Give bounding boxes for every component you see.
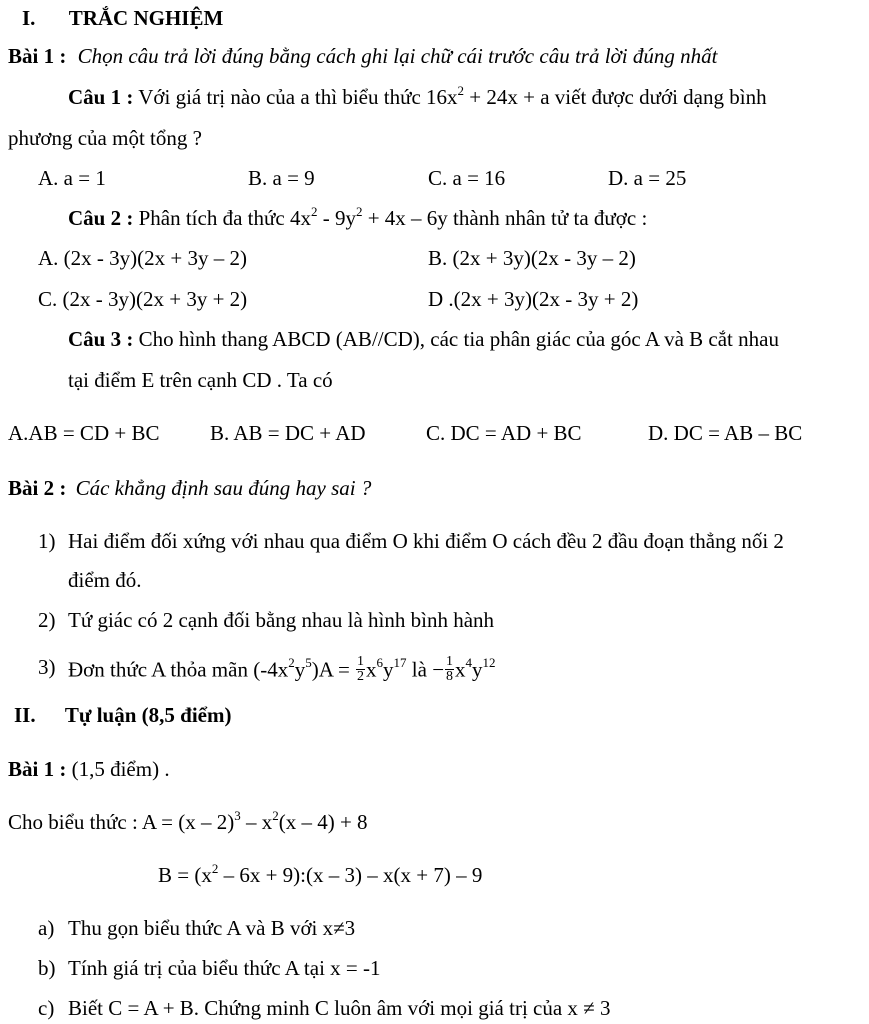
bai2-item-1-number: 1) xyxy=(38,529,56,553)
part-c-number: c) xyxy=(38,996,55,1020)
cau2-option-b: B. (2x + 3y)(2x - 3y – 2) xyxy=(428,246,636,270)
cau2-option-a: A. (2x - 3y)(2x + 3y – 2) xyxy=(38,246,247,270)
part-b-text: Tính giá trị của biểu thức A tại x = -1 xyxy=(68,956,381,980)
section-number: I. xyxy=(22,6,36,30)
tuluan-bai1-label: Bài 1 : xyxy=(8,757,67,781)
section-heading-1 xyxy=(22,8,223,29)
cau2-text: Phân tích đa thức $4x^2 - 9y^2 + 4x - 6y$ thành nhân tử ta được : xyxy=(138,204,648,230)
tuluan-bai1-points: (1,5 điểm) . xyxy=(71,757,170,781)
expression-b: $B = (x^2 - 6x$ + 9):(x – 3) – x(x + 7) – 9 xyxy=(158,861,483,887)
cau2-option-c: C. (2x - 3y)(2x + 3y + 2) xyxy=(38,287,248,311)
bai1-heading xyxy=(8,46,717,67)
cau2-question xyxy=(68,204,648,230)
part-a-text: Thu gọn biểu thức A và B với x≠3 xyxy=(68,916,356,940)
cau1-option-d: D. a = 25 xyxy=(608,166,687,190)
bai2-label: Bài 2 : xyxy=(8,476,67,500)
part-a-number: a) xyxy=(38,916,55,940)
section-title: Tự luận (8,5 điểm) xyxy=(64,703,232,727)
cau2-label: Câu 2 : xyxy=(68,206,134,230)
cau3-question xyxy=(68,329,779,350)
cau3-text: Cho hình thang ABCD (AB//CD), các tia phân giác của góc A và B cắt nhau xyxy=(138,327,779,351)
cau3-option-d: D. DC = AB – BC xyxy=(648,421,803,445)
cau1-question xyxy=(68,83,767,109)
expression-a: Cho biểu thức : $A = (x - 2)^3 - x^2(x - 4) + 8$ xyxy=(8,808,368,834)
bai2-item-2-number: 2) xyxy=(38,608,56,632)
bai2-item-3-text: Đơn thức A thỏa mãn $(-4x^2y^5)A$ = $\frac{1}{2}$ $x^6y^{17}$ là − $\frac{1}{8}$ $x^4y^{12}$ xyxy=(68,654,496,684)
section-number: II. xyxy=(14,703,36,727)
bai2-item-2-text: Tứ giác có 2 cạnh đối bằng nhau là hình bình hành xyxy=(68,608,495,632)
tuluan-bai1-heading xyxy=(8,759,170,780)
section-heading-2 xyxy=(14,705,231,726)
bai2-item-1-text: Hai điểm đối xứng với nhau qua điểm O khi điểm O cách đều 2 đầu đoạn thẳng nối 2 xyxy=(68,529,784,553)
cau1-label: Câu 1 : xyxy=(68,85,134,109)
cau3-option-c: C. DC = AD + BC xyxy=(426,421,582,445)
cau2-option-d: D .(2x + 3y)(2x - 3y + 2) xyxy=(428,287,639,311)
bai1-instruction: Chọn câu trả lời đúng bằng cách ghi lại chữ cái trước câu trả lời đúng nhất xyxy=(77,44,718,68)
bai2-item-3-number: 3) xyxy=(38,655,56,679)
part-b-number: b) xyxy=(38,956,56,980)
bai2-heading xyxy=(8,478,371,499)
cau1-question-line2: phương của một tổng ? xyxy=(8,126,202,150)
bai1-label: Bài 1 : xyxy=(8,44,67,68)
cau1-text: Với giá trị nào của a thì biểu thức $16x^2 + 24x + a$ viết được dưới dạng bình xyxy=(138,83,767,109)
fraction-one-eighth: $\frac{1}{8}$ xyxy=(446,654,454,684)
cau1-option-b: B. a = 9 xyxy=(248,166,315,190)
cau1-option-c: C. a = 16 xyxy=(428,166,506,190)
cau3-option-b: B. AB = DC + AD xyxy=(210,421,366,445)
bai2-item-1-text-line2: điểm đó. xyxy=(68,568,142,592)
cau3-question-line2: tại điểm E trên cạnh CD . Ta có xyxy=(68,368,333,392)
cau3-option-a: A.AB = CD + BC xyxy=(8,421,160,445)
fraction-one-half: $\frac{1}{2}$ xyxy=(357,654,365,684)
cau3-label: Câu 3 : xyxy=(68,327,134,351)
section-title: TRẮC NGHIỆM xyxy=(68,6,224,30)
part-c-text: Biết C = A + B. Chứng minh C luôn âm với mọi giá trị của x ≠ 3 xyxy=(68,996,611,1020)
bai2-instruction: Các khẳng định sau đúng hay sai ? xyxy=(75,476,372,500)
cau1-option-a: A. a = 1 xyxy=(38,166,106,190)
